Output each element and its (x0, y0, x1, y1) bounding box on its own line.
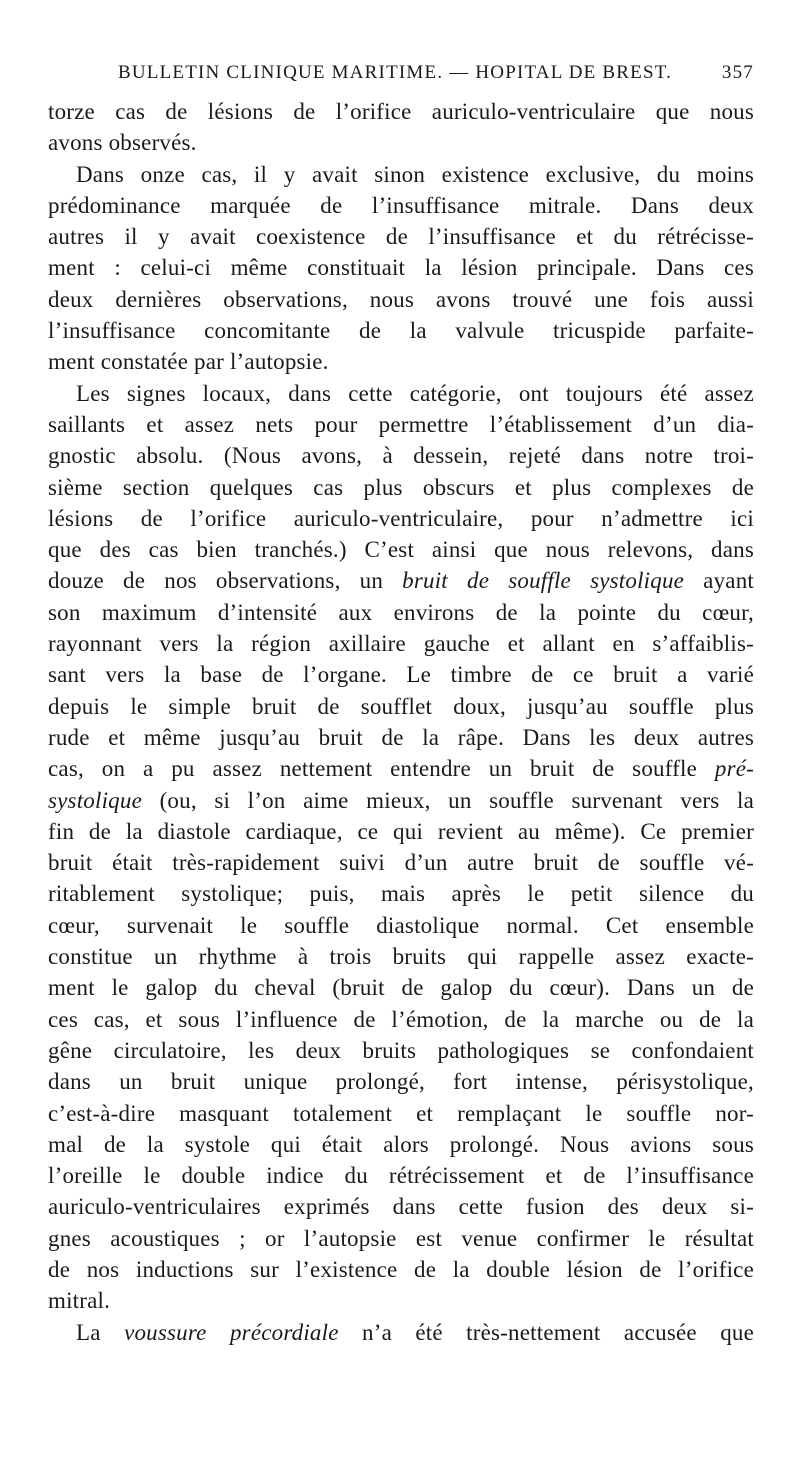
italic-term: bruit de souffle systolique (402, 568, 685, 594)
text-line: mal de la systole qui était alors prolongé. Nous avions sous (48, 1131, 754, 1157)
text-line: cœur, survenait le souffle diastolique normal. Cet ensemble (48, 912, 754, 938)
running-head (48, 52, 754, 96)
text-segment: cas, on a pu assez nettement entendre un bruit de souffle (48, 756, 715, 782)
italic-term: voussure précordiale (124, 1319, 339, 1345)
text-line: que des cas bien tranchés.) C’est ainsi que nous relevons, dans (48, 537, 754, 563)
text-line: sant vers la base de l’organe. Le timbre de ce bruit a varié (48, 662, 754, 688)
text-line: dans un bruit unique prolongé, fort intense, périsystolique, (48, 1069, 754, 1095)
text-line: avons observés. (48, 130, 197, 156)
text-line: ritablement systolique; puis, mais après le petit silence du (48, 881, 754, 907)
text-line: ment le galop du cheval (bruit de galop du cœur). Dans un de (48, 975, 754, 1001)
text-line: gnostic absolu. (Nous avons, à dessein, rejeté dans notre troi- (48, 443, 754, 469)
text-line: ces cas, et sous l’influence de l’émotion, de la marche ou de la (48, 1006, 754, 1032)
body-text (48, 96, 754, 1348)
text-segment: douze de nos observations, un (48, 568, 403, 594)
text-line: ment constatée par l’autopsie. (48, 349, 329, 375)
text-segment: (ou, si l’on aime mieux, un souffle survenant vers la (142, 787, 754, 813)
text-line: prédominance marquée de l’insuffisance mitrale. Dans deux (48, 192, 754, 218)
text-line: gnes acoustiques ; or l’autopsie est venue confirmer le résultat (48, 1225, 754, 1251)
text-line: fin de la diastole cardiaque, ce qui revient au même). Ce premier (48, 818, 754, 844)
text-segment: n’a été très-nettement accusée que (338, 1319, 755, 1345)
text-line (48, 785, 754, 816)
text-line: Les signes locaux, dans cette catégorie, ont toujours été assez (76, 380, 754, 406)
text-line: son maximum d’intensité aux environs de la pointe du cœur, (48, 599, 754, 625)
text-line: ment : celui-ci même constituait la lésion principale. Dans ces (48, 255, 754, 281)
page-number: 357 (721, 62, 754, 83)
book-page (48, 52, 754, 1348)
text-line (48, 565, 754, 596)
text-line: autres il y avait coexistence de l’insuffisance et du rétrécisse- (48, 224, 754, 250)
text-line: saillants et assez nets pour permettre l’établissement d’un dia- (48, 411, 754, 437)
text-line (48, 753, 754, 784)
text-segment: La (76, 1319, 125, 1345)
text-line: torze cas de lésions de l’orifice auriculo-ventriculaire que nous (48, 99, 754, 124)
text-line: c’est-à-dire masquant totalement et remplaçant le souffle nor- (48, 1100, 754, 1126)
text-line: gêne circulatoire, les deux bruits pathologiques se confondaient (48, 1037, 754, 1063)
text-line: l’insuffisance concomitante de la valvule tricuspide parfaite- (48, 318, 754, 344)
text-line: lésions de l’orifice auriculo-ventriculaire, pour n’admettre ici (48, 505, 754, 531)
italic-term: systolique (48, 787, 142, 813)
text-segment: ayant (684, 568, 754, 594)
text-line: l’oreille le double indice du rétrécissement et de l’insuffisance (48, 1163, 754, 1189)
text-line (48, 1317, 754, 1348)
text-line: auriculo-ventriculaires exprimés dans cette fusion des deux si- (48, 1194, 754, 1220)
text-line: rude et même jusqu’au bruit de la râpe. Dans les deux autres (48, 724, 754, 750)
text-line: rayonnant vers la région axillaire gauche et allant en s’affaiblis- (48, 631, 754, 657)
text-line: constitue un rhythme à trois bruits qui rappelle assez exacte- (48, 944, 754, 970)
text-line: bruit était très-rapidement suivi d’un autre bruit de souffle vé- (48, 850, 754, 876)
text-line: Dans onze cas, il y avait sinon existence exclusive, du moins (76, 161, 754, 187)
running-title: BULLETIN CLINIQUE MARITIME. — HOPITAL DE BREST. (118, 62, 673, 83)
text-line: sième section quelques cas plus obscurs et plus complexes de (48, 474, 754, 500)
text-line: de nos inductions sur l’existence de la double lésion de l’orifice (48, 1256, 754, 1282)
text-line: mitral. (48, 1288, 111, 1314)
text-line: deux dernières observations, nous avons trouvé une fois aussi (48, 286, 754, 312)
text-line: depuis le simple bruit de soufflet doux, jusqu’au souffle plus (48, 693, 754, 719)
italic-term: pré- (714, 756, 754, 782)
